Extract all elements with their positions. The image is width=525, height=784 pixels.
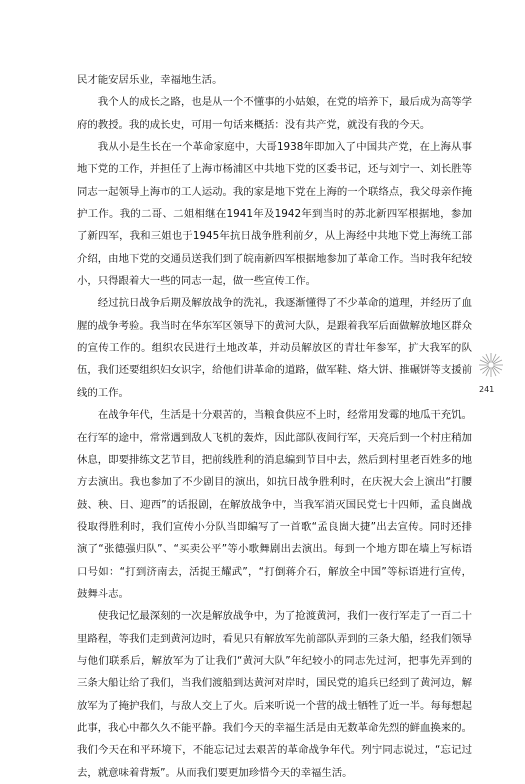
paragraph-6: 使我记忆最深刻的一次是解放战争中，为了抢渡黄河，我们一夜行军走了一百二十里路程，等我们走到黄河边时，看见只有解放军先前部队弄到的三条大船，经我们领导与他们联系后，解放军为了让我们“黄河大队”年纪较小的同志先过河，把事先弄到的三条大船让给了我们，当我们渡船到达黄河对岸时，国民党的追兵已经到了黄河边，解放军为了掩护我们，与敌人交上了火。后来听说一个营的战士牺牲了近一半。每每想起此事，我心中都久久不能平静。我们今天的幸福生活是由无数革命先烈的鲜血换来的。我们今天在和平环境下，不能忘记过去艰苦的革命战争年代。列宁同志说过，“忘记过去，就意味着背叛”。从而我们要更加珍惜今天的幸福生活。 [77,610,472,779]
paragraph-3: 我从小是生长在一个革命家庭中，大哥1938年即加入了中国共产党，在上海从事地下党的工作，并担任了上海市杨浦区中共地下党的区委书记，还与刘宁一、刘长胜等同志一起领导上海市的工人运动。我的家是地下党在上海的一个联络点，我父母亲作掩护工作。我的二哥、二姐相继在1941年及1942年到当时的苏北新四军根据地，参加了新四军，我和三姐也于1945年抗日战争胜利前夕，从上海经中共地下党上海统工部介绍，由地下党的交通员送我们到了皖南新四军根据地参加了革命工作。当时我年纪较小，只得跟着大一些的同志一起，做一些宣传工作。 [77,141,472,288]
paragraph-1: 民才能安居乐业，幸福地生活。 [77,74,223,86]
paragraph-4: 经过抗日战争后期及解放战争的洗礼，我逐渐懂得了不少革命的道理，并经历了血腥的战争考验。我当时在华东军区领导下的黄河大队，是跟着我军后面做解放地区群众的宣传工作的。组织农民进行土地改革，并动员解放区的青壮年参军，扩大我军的队伍，我们还要组织妇女识字，给他们讲革命的道路，做军鞋、烙大饼、推碾饼等支援前线的工作。 [77,297,472,399]
body-text [77,69,472,784]
paragraph-5: 在战争年代，生活是十分艰苦的，当粮食供应不上时，经常用发霉的地瓜干充饥。在行军的途中，常常遇到敌人飞机的轰炸，因此部队夜间行军，天亮后到一个村庄稍加休息，即要排练文艺节目，把前线胜利的消息编到节目中去，然后到村里老百姓多的地方去演出。我也参加了不少剧目的演出，如抗日战争胜利时，在庆祝大会上演出“打腰鼓、秧、日、迎西”的话报剧，在解放战争中，当我军消灭国民党七十四师，孟良崮战役取得胜利时，我们宣传小分队当即编写了一首歌“孟良崮大捷”出去宣传。同时还排演了“张德强归队”、“买卖公平”等小歌舞剧出去演出。每到一个地方即在墙上写标语口号如：“打到济南去，活捉王耀武”，“打倒蒋介石，解放全中国”等标语进行宣传，鼓舞斗志。 [77,409,472,600]
page-ornament-icon [478,352,504,378]
page-number: 241 [479,385,495,394]
paragraph-2: 我个人的成长之路，也是从一个不懂事的小姑娘，在党的培养下，最后成为高等学府的教授。我的成长史，可用一句话来概括：没有共产党，就没有我的今天。 [77,96,472,131]
